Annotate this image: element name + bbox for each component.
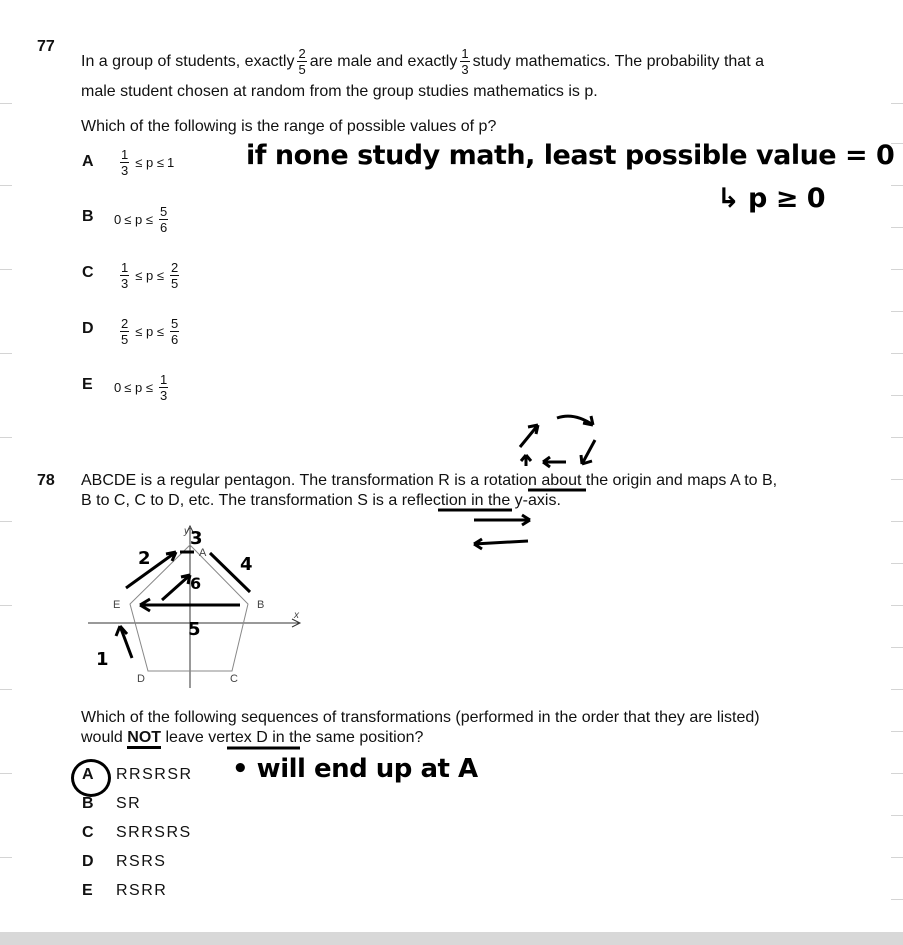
q77-option-c-letter[interactable]: C (82, 264, 94, 281)
q77-handwritten-note: if none study math, least possible value = 0 (246, 140, 895, 171)
q78-option-a-letter[interactable]: A (82, 766, 94, 783)
vertex-label-b: B (257, 599, 265, 611)
q78-option-d-letter[interactable]: D (82, 853, 94, 870)
q78-question-line2: would NOT leave vertex D in the same position? (81, 728, 423, 748)
q77-option-a-letter[interactable]: A (82, 153, 94, 170)
q77-option-e-letter[interactable]: E (82, 376, 93, 393)
q78-option-b[interactable]: SR (116, 795, 142, 812)
question-number-77: 77 (37, 38, 55, 55)
hand-number-3: 3 (190, 528, 203, 549)
q77-option-e[interactable]: 0 ≤ p ≤ $\frac{1}{3}$ (114, 372, 168, 403)
q78-option-e[interactable]: RSRR (116, 882, 168, 899)
q77-question: Which of the following is the range of possible values of p? (81, 118, 497, 135)
q78-option-b-letter[interactable]: B (82, 795, 94, 812)
q77-stem-part-b: are male and exactly (309, 52, 458, 70)
emphasis-not: NOT (127, 729, 161, 749)
q78-stem-line2: B to C, C to D, etc. The transformation S is a reflection in the y-axis. (81, 492, 561, 509)
q78-option-c[interactable]: SRRSRS (116, 824, 192, 841)
q77-fraction-male: $\frac{2}{5}$ (298, 46, 306, 77)
vertex-label-e: E (113, 599, 121, 611)
hand-number-6: 6 (190, 574, 202, 593)
y-axis-label: y (184, 526, 189, 537)
q77-option-b-letter[interactable]: B (82, 208, 94, 225)
q77-option-d[interactable]: $\frac{2}{5}$ ≤ p ≤ $\frac{5}{6}$ (121, 316, 179, 347)
hand-number-4: 4 (240, 554, 253, 575)
q77-stem-part-a: In a group of students, exactly (81, 52, 295, 70)
q78-handwritten-answer: • will end up at A (232, 754, 478, 784)
q77-option-a[interactable]: $\frac{1}{3}$ ≤ p ≤ 1 (121, 147, 175, 178)
q78-stem-line1: ABCDE is a regular pentagon. The transformation R is a rotation about the origin and maps A to B, (81, 472, 778, 489)
vertex-label-a: A (199, 547, 207, 559)
q77-fraction-math: $\frac{1}{3}$ (461, 46, 469, 77)
q78-option-a[interactable]: RRSRSR (116, 766, 193, 783)
q78-option-e-letter[interactable]: E (82, 882, 93, 899)
hand-number-5: 5 (188, 619, 201, 640)
q77-option-b[interactable]: 0 ≤ p ≤ $\frac{5}{6}$ (114, 204, 168, 235)
x-axis-label: x (294, 610, 299, 621)
hand-number-1: 1 (96, 649, 109, 670)
q77-option-c[interactable]: $\frac{1}{3}$ ≤ p ≤ $\frac{2}{5}$ (121, 260, 179, 291)
q78-option-d[interactable]: RSRS (116, 853, 167, 870)
vertex-label-c: C (230, 673, 238, 685)
hand-number-2: 2 (138, 548, 151, 569)
q77-stem-line2: male student chosen at random from the group studies mathematics is p. (81, 83, 598, 100)
q77-option-d-letter[interactable]: D (82, 320, 94, 337)
q78-option-c-letter[interactable]: C (82, 824, 94, 841)
question-number-78: 78 (37, 472, 55, 489)
q77-handwritten-conclusion: ↳ p ≥ 0 (717, 183, 826, 214)
vertex-label-d: D (137, 673, 145, 685)
bottom-bar (0, 932, 903, 945)
q78-question-line1: Which of the following sequences of transformations (performed in the order that they are listed) (81, 709, 760, 726)
q77-stem-part-c: study mathematics. The probability that a (472, 52, 764, 70)
